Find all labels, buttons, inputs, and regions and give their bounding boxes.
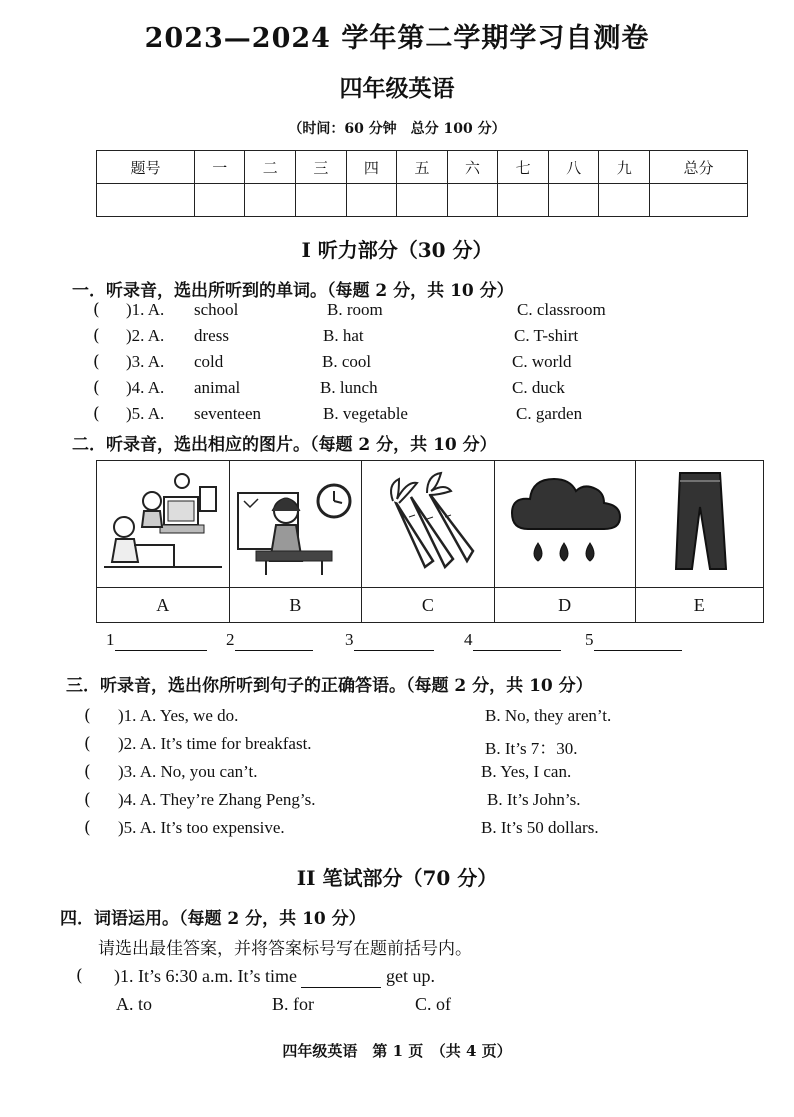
blank-number: 2 (226, 630, 235, 649)
answer-blank[interactable] (301, 966, 381, 988)
q3-option-a: )1. A. Yes, we do. (118, 706, 239, 725)
exam-note: （时间：60 分钟 总分 100 分） (288, 121, 506, 137)
q1-option-c: C. classroom (517, 300, 606, 319)
score-header-cell: 七 (498, 151, 549, 184)
answer-paren[interactable]: ( (93, 404, 100, 424)
q4-stem-after: get up. (385, 966, 435, 986)
q2-heading: 二．听录音，选出相应的图片。（每题 2 分，共 10 分） (72, 435, 497, 455)
q1-option-c: C. garden (516, 404, 583, 423)
answer-paren[interactable]: ( (93, 352, 100, 372)
exam-title: 2023—2024 学年第二学期学习自测卷 (144, 23, 650, 54)
q4-option-c: C. of (415, 994, 451, 1014)
score-header-cell: 五 (397, 151, 448, 184)
score-header-cell: 一 (194, 151, 245, 184)
score-cell[interactable] (447, 184, 498, 217)
answer-blank[interactable] (594, 630, 682, 651)
blank-number: 1 (106, 630, 115, 649)
score-cell[interactable] (548, 184, 599, 217)
picture-label: A (97, 588, 230, 623)
q3-option-a: )2. A. It’s time for breakfast. (118, 734, 312, 753)
q1-number: )1. A. (126, 300, 165, 319)
teacher-clock-icon (236, 467, 354, 577)
q2-blank-item (226, 630, 313, 651)
score-cell[interactable] (245, 184, 296, 217)
q1-option-a: school (194, 300, 239, 319)
score-header-cell: 总分 (649, 151, 747, 184)
carrot-icon (369, 467, 487, 577)
score-cell[interactable] (599, 184, 650, 217)
picture-label: C (362, 588, 495, 623)
picture-label: E (635, 588, 763, 623)
score-cell[interactable] (397, 184, 448, 217)
q1-option-b: B. hat (323, 326, 364, 345)
q3-option-a: )5. A. It’s too expensive. (118, 818, 285, 837)
picture-e-pants (635, 461, 763, 588)
q1-option-c: C. duck (512, 378, 565, 397)
answer-paren[interactable]: ( (84, 762, 91, 782)
blank-number: 3 (345, 630, 354, 649)
part2-title: II 笔试部分（70 分） (296, 866, 498, 890)
q1-option-a: cold (194, 352, 224, 371)
q3-option-b: B. It’s John’s. (487, 790, 581, 809)
q2-blank-item (464, 630, 561, 651)
q1-option-a: animal (194, 378, 241, 397)
score-cell[interactable] (649, 184, 747, 217)
q4-option-a: A. to (116, 994, 152, 1014)
score-header-cell: 九 (599, 151, 650, 184)
q1-option-c: C. world (512, 352, 572, 371)
q1-option-b: B. lunch (320, 378, 378, 397)
q4-stem-before: )1. It’s 6:30 a.m. It’s time (114, 966, 297, 986)
classroom-icon (104, 467, 222, 577)
q1-option-b: B. room (327, 300, 383, 319)
blank-number: 4 (464, 630, 473, 649)
answer-blank[interactable] (235, 630, 313, 651)
q1-option-c: C. T-shirt (514, 326, 579, 345)
score-cell[interactable] (296, 184, 347, 217)
score-header-cell: 六 (447, 151, 498, 184)
score-header-cell: 八 (548, 151, 599, 184)
q1-number: )5. A. (126, 404, 165, 423)
q1-option-a: seventeen (194, 404, 262, 423)
picture-b-teacher-clock (229, 461, 362, 588)
answer-blank[interactable] (115, 630, 207, 651)
answer-paren[interactable]: ( (84, 818, 91, 838)
answer-blank[interactable] (473, 630, 561, 651)
picture-c-carrots (362, 461, 495, 588)
blank-number: 5 (585, 630, 594, 649)
picture-table (96, 460, 764, 623)
answer-paren[interactable]: ( (84, 734, 91, 754)
q4-stem (114, 966, 435, 988)
q3-option-b: B. Yes, I can. (481, 762, 572, 781)
q1-number: )2. A. (126, 326, 165, 345)
q4-instruction: 请选出最佳答案，并将答案标号写在题前括号内。 (98, 939, 472, 959)
answer-paren[interactable]: ( (84, 790, 91, 810)
answer-blank[interactable] (354, 630, 434, 651)
q1-option-b: B. vegetable (323, 404, 408, 423)
pants-icon (644, 467, 754, 577)
answer-paren[interactable]: ( (93, 326, 100, 346)
page-footer: 四年级英语 第 1 页 （共 4 页） (282, 1042, 512, 1060)
score-header-cell: 题号 (97, 151, 195, 184)
answer-paren[interactable]: ( (93, 300, 100, 320)
score-header-cell: 二 (245, 151, 296, 184)
score-cell[interactable] (346, 184, 397, 217)
q1-number: )4. A. (126, 378, 165, 397)
q1-number: )3. A. (126, 352, 165, 371)
q3-option-b: B. No, they aren’t. (485, 706, 612, 725)
q2-blank-item (106, 630, 207, 651)
q1-option-b: B. cool (322, 352, 372, 371)
score-table-header-row (97, 151, 748, 184)
answer-paren[interactable]: ( (84, 706, 91, 726)
q3-option-b: B. It’s 7：30. (485, 739, 578, 758)
q3-option-a: )4. A. They’re Zhang Peng’s. (118, 790, 316, 809)
q3-option-b: B. It’s 50 dollars. (481, 818, 599, 837)
score-header-cell: 三 (296, 151, 347, 184)
answer-paren[interactable]: ( (76, 966, 83, 986)
exam-subtitle: 四年级英语 (339, 75, 455, 102)
picture-a-classroom (97, 461, 230, 588)
answer-paren[interactable]: ( (93, 378, 100, 398)
score-header-cell: 四 (346, 151, 397, 184)
score-table-empty-row (97, 184, 748, 217)
picture-d-rain-cloud (494, 461, 635, 588)
q2-blank-item (345, 630, 434, 651)
q1-option-a: dress (194, 326, 229, 345)
score-cell[interactable] (97, 184, 195, 217)
score-cell[interactable] (498, 184, 549, 217)
q1-heading: 一．听录音，选出所听到的单词。（每题 2 分，共 10 分） (72, 281, 514, 301)
score-cell[interactable] (194, 184, 245, 217)
q4-option-b: B. for (272, 994, 314, 1014)
score-table (96, 150, 748, 217)
q2-blank-item (585, 630, 682, 651)
q3-option-a: )3. A. No, you can’t. (118, 762, 258, 781)
rain-cloud-icon (502, 467, 628, 577)
picture-label: B (229, 588, 362, 623)
q4-heading: 四．词语运用。（每题 2 分，共 10 分） (60, 909, 366, 929)
part1-title: I 听力部分（30 分） (301, 238, 493, 262)
picture-label: D (494, 588, 635, 623)
q3-heading: 三．听录音，选出你所听到句子的正确答语。（每题 2 分，共 10 分） (66, 676, 593, 696)
